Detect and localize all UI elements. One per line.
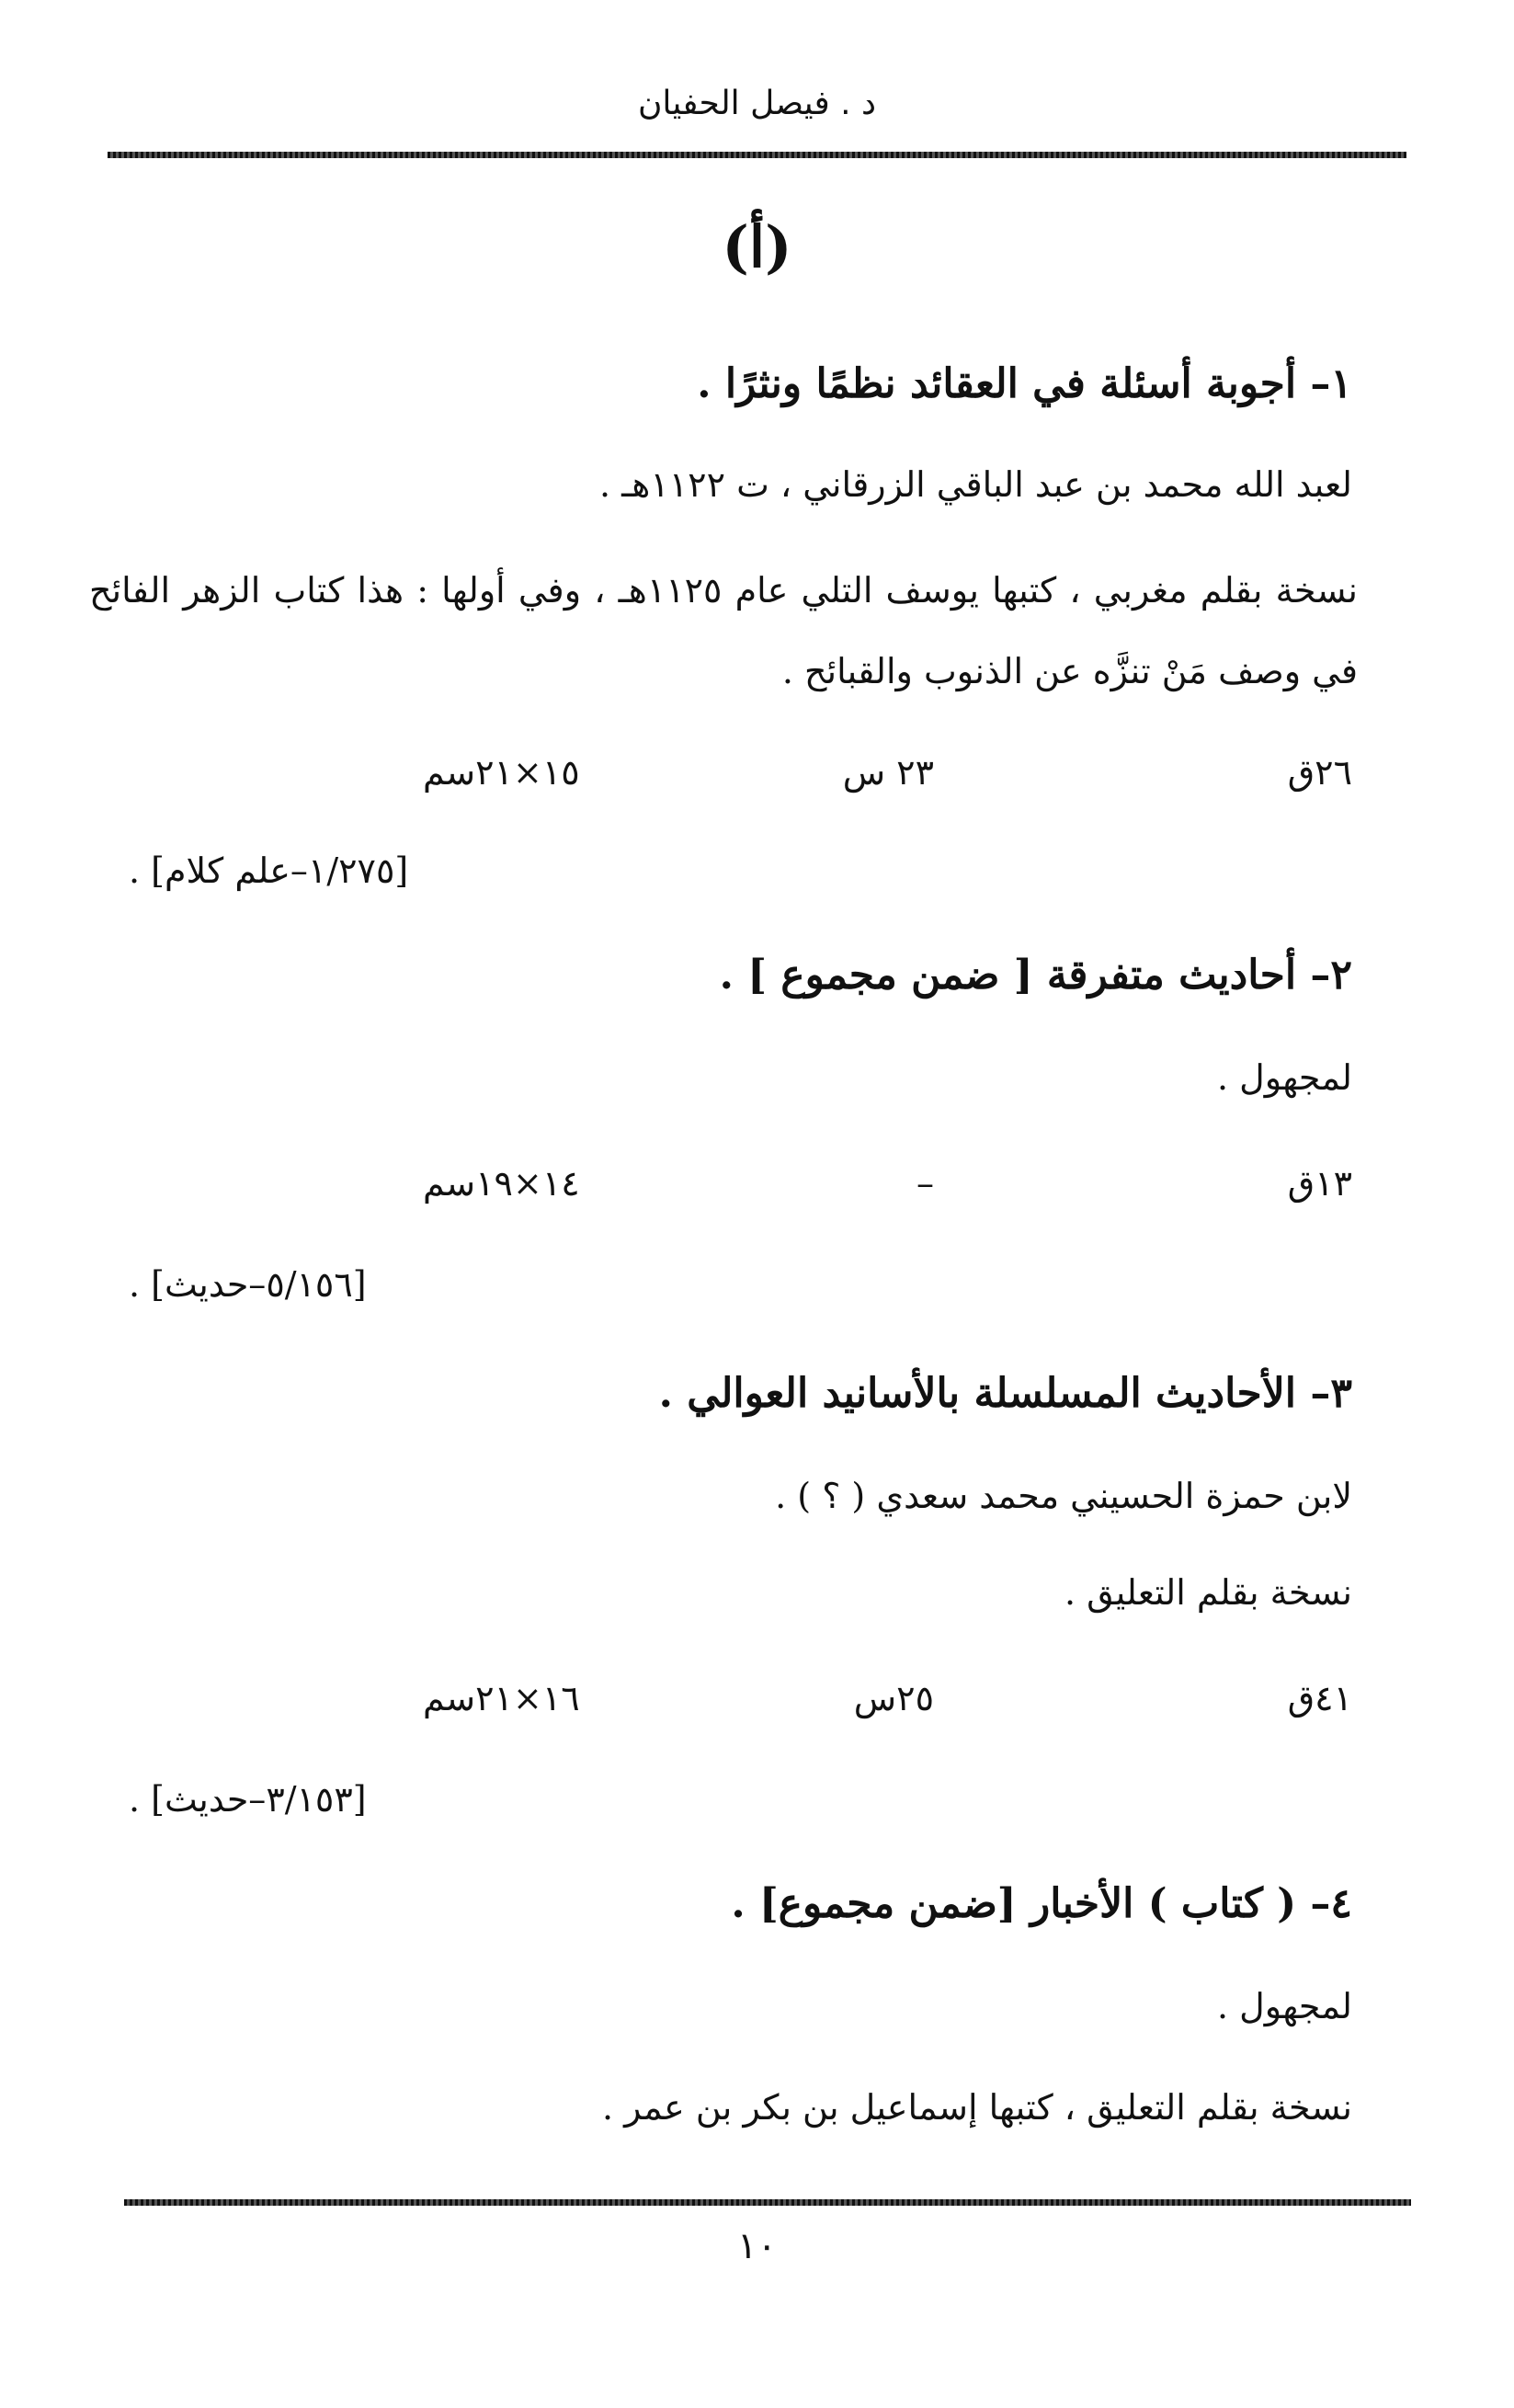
entry-1-lines: ٢٣ س — [842, 752, 934, 793]
entry-3-author: لابن حمزة الحسيني محمد سعدي ( ؟ ) . — [775, 1476, 1352, 1516]
entry-1-title: ١– أجوبة أسئلة في العقائد نظمًا ونثرًا . — [697, 360, 1352, 407]
entry-1-size: ١٥×٢١سم — [423, 752, 580, 793]
entry-2-reference: [٥/١٥٦–حديث] . — [129, 1264, 367, 1305]
entry-4-author: لمجهول . — [1217, 1986, 1352, 2026]
entry-1-description: نسخة بقلم مغربي ، كتبها يوسف التلي عام ١١٢٥هـ ، وفي أولها : هذا كتاب الزهر الفائح في وصف مَنْ تنزَّه عن الذنوب والقبائح . — [89, 570, 1358, 691]
page-number: ١٠ — [737, 2225, 777, 2267]
entry-2-author: لمجهول . — [1217, 1057, 1352, 1098]
section-letter: (أ) — [722, 213, 792, 280]
entry-3-description: نسخة بقلم التعليق . — [1064, 1572, 1352, 1613]
entry-3-reference: [٣/١٥٣–حديث] . — [129, 1779, 367, 1820]
entry-2-title: ٢– أحاديث متفرقة [ ضمن مجموع ] . — [719, 952, 1352, 999]
entry-2-lines: – — [916, 1163, 934, 1204]
entry-1-reference: [١/٢٧٥–علم كلام] . — [129, 850, 409, 891]
entry-4-title: ٤– ( كتاب ) الأخبار [ضمن مجموع] . — [731, 1880, 1352, 1927]
header-rule — [108, 152, 1406, 158]
entry-2-leaves: ١٣ق — [1287, 1163, 1352, 1204]
entry-3-lines: ٢٥س — [853, 1678, 934, 1718]
entry-3-leaves: ٤١ق — [1287, 1678, 1352, 1718]
entry-1-leaves: ٢٦ق — [1287, 752, 1352, 793]
entry-3-title: ٣– الأحاديث المسلسلة بالأسانيد العوالي . — [658, 1370, 1352, 1417]
footer-rule — [124, 2199, 1411, 2206]
entry-3-collation — [276, 1678, 1352, 1733]
entry-1-author: لعبد الله محمد بن عبد الباقي الزرقاني ، ت ١١٢٢هـ . — [599, 464, 1352, 505]
entry-3-size: ١٦×٢١سم — [423, 1678, 580, 1718]
entry-4-description: نسخة بقلم التعليق ، كتبها إسماعيل بن بكر بن عمر . — [602, 2087, 1352, 2128]
entry-2-collation — [276, 1163, 1352, 1218]
running-header: د . فيصل الحفيان — [637, 85, 877, 122]
entry-1-collation — [276, 752, 1352, 807]
entry-2-size: ١٤×١٩سم — [423, 1163, 580, 1204]
